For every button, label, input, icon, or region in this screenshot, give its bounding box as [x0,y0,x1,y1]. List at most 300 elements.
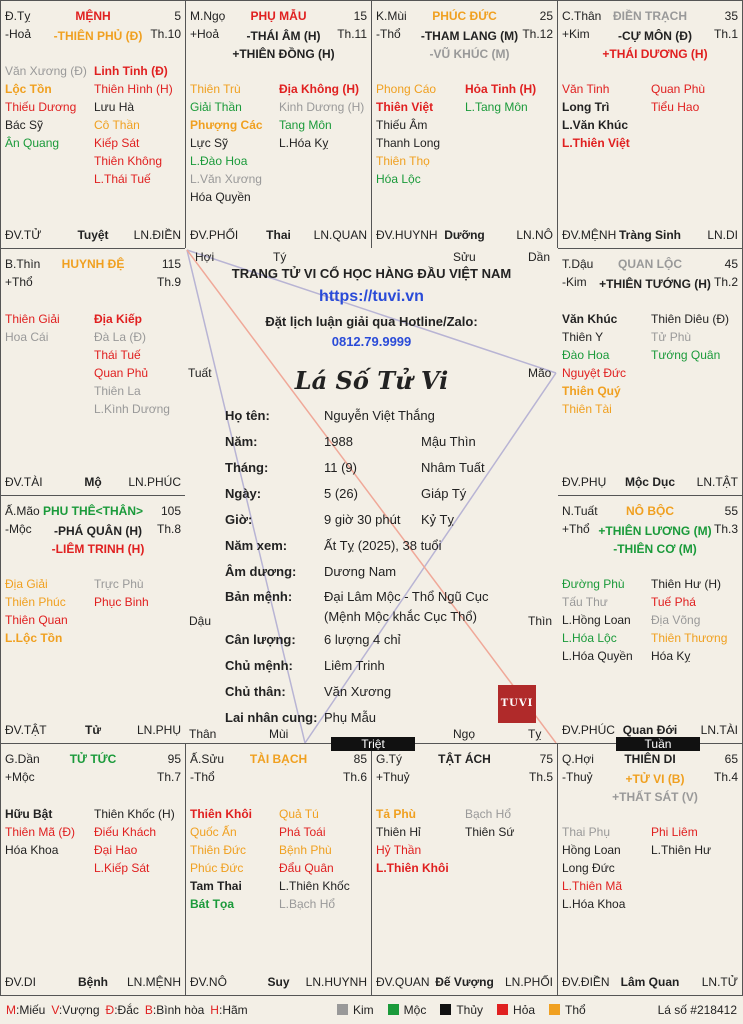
minor-star: Phá Toái [279,825,326,839]
main-star: -PHÁ QUÂN (H) [54,524,142,538]
minor-star: Địa Không (H) [279,82,359,96]
palace-dai-van: ĐV.PHÚC [562,723,615,737]
minor-star: Long Trì [562,100,610,114]
palace-luu-nien: LN.PHỐI [504,975,553,989]
palace-stem-branch: T.Dậu [562,257,594,271]
element-item [440,1003,483,1017]
minor-star: Tam Thai [190,879,242,893]
main-stars [41,522,155,558]
branch-mao: Mão [528,366,552,380]
info-label: Chủ mệnh: [225,658,293,673]
hotline-number[interactable]: 0812.79.9999 [331,334,412,349]
strength-code: B [144,1003,153,1017]
minor-star: Long Đức [562,861,615,875]
palace-thin[interactable] [0,248,186,496]
minor-star: Tiểu Hao [651,100,700,114]
strength-label: Bình hòa [156,1003,205,1017]
info-label: Lai nhân cung: [225,710,318,725]
palace-dan[interactable] [0,743,186,996]
palace-element: -Thuỷ [562,770,593,784]
palace-ty2[interactable] [371,743,558,996]
palace-element: +Thuỷ [376,770,410,784]
minor-star: Hữu Bật [5,807,53,821]
palace-dai-van: ĐV.ĐIỀN [562,975,610,989]
palace-ngo[interactable] [185,0,372,249]
info-value: Ất Tỵ (2025), 38 tuổi [324,538,442,553]
palace-stem-branch: Đ.Tỵ [5,9,31,23]
palace-element: -Kim [562,275,587,289]
strength-code: M [6,1003,16,1017]
palace-dai-van: ĐV.QUAN [376,975,430,989]
palace-dai-van: ĐV.TẬT [5,723,47,737]
minor-stars-right [94,575,149,611]
strength-item: H:Hãm [210,1003,248,1017]
info-value: 6 lượng 4 chỉ [324,632,401,647]
palace-tuat[interactable] [557,495,743,744]
info-value: (Mệnh Mộc khắc Cục Thổ) [324,609,477,624]
element-item [497,1003,535,1017]
element-legend [337,1003,600,1017]
element-label: Kim [353,1003,374,1017]
minor-star: Quả Tú [279,807,319,821]
minor-stars-left [562,823,625,913]
tuan-marker: Tuần [616,737,700,751]
minor-star: Tử Phù [651,330,692,344]
strength-legend [6,1003,254,1017]
tuvi-seal-icon [498,685,536,723]
minor-star: Đà La (Đ) [94,330,147,344]
palace-dau[interactable] [557,248,743,496]
palace-stem-branch: K.Mùi [376,9,407,23]
palace-life-stage: Tử [84,723,102,737]
minor-star: Lực Sỹ [190,136,229,150]
minor-star: Thiên Khốc (H) [94,807,175,821]
minor-star: L.Hóa Lộc [562,631,617,645]
minor-star: Thiên Diêu (Đ) [651,312,730,326]
minor-star: Tướng Quân [651,348,721,362]
info-value-secondary: Mậu Thìn [421,434,476,449]
minor-stars-right [465,805,514,841]
minor-stars-right [94,805,175,877]
strength-label: Vượng [62,1003,100,1017]
info-row [225,512,548,532]
legend-bar [0,996,743,1024]
minor-star: Văn Tinh [562,82,610,96]
branch-suu: Sửu [453,250,476,264]
strength-label: Hãm [222,1003,248,1017]
minor-star: Đường Phù [562,577,625,591]
minor-star: Thiên Khôi [190,807,252,821]
palace-stem-branch: M.Ngọ [190,9,226,23]
minor-star: Giải Thần [190,100,242,114]
info-label: Họ tên: [225,408,270,423]
minor-star: Địa Kiếp [94,312,143,326]
palace-dai-van: ĐV.TÀI [5,475,43,489]
minor-star: Bác Sỹ [5,118,44,132]
minor-star: Phục Binh [94,595,149,609]
minor-star: Phong Cáo [376,82,437,96]
minor-star: Thiên Y [562,330,604,344]
minor-star: Tang Môn [279,118,332,132]
info-value: Phụ Mẫu [324,710,377,725]
palace-month: Th.1 [713,27,738,41]
info-row [225,434,548,454]
branch-mui: Mùi [269,727,289,741]
palace-stem-branch: Ấ.Mão [5,504,40,518]
palace-stem-branch: C.Thân [562,9,602,23]
branch-than: Thân [189,727,217,741]
info-label: Âm dương: [225,564,297,579]
palace-age: 45 [724,257,738,271]
palace-luu-nien: LN.TỬ [701,975,738,989]
main-star: +THÁI DƯƠNG (H) [602,47,708,61]
strength-item: B:Bình hòa [144,1003,205,1017]
palace-luu-nien: LN.TÀI [700,723,738,737]
minor-star: Thiên Mã (Đ) [5,825,76,839]
info-row [225,658,548,678]
minor-star: Thiên Đức [190,843,247,857]
triet-marker: Triệt [331,737,415,751]
palace-dai-van: ĐV.DI [5,975,36,989]
palace-than[interactable] [557,0,743,249]
minor-stars-left [5,805,75,859]
main-star: -THIÊN CƠ (M) [613,542,697,556]
minor-stars-right [94,310,170,418]
minor-star: L.Đào Hoa [190,154,248,168]
minor-star: Kiếp Sát [94,136,140,150]
minor-star: Nguyệt Đức [562,366,627,380]
info-row [225,609,548,629]
info-label: Cân lượng: [225,632,296,647]
minor-star: Đào Hoa [562,348,610,362]
minor-star: Hóa Lộc [376,172,421,186]
main-star: +THIÊN TƯỚNG (H) [599,277,711,291]
minor-stars-right [651,575,727,665]
minor-star: Thiên Tài [562,402,612,416]
strength-item: M:Miếu [6,1003,46,1017]
palace-name: TÀI BẠCH [249,752,308,766]
minor-star: Phúc Đức [190,861,244,875]
minor-star: Lưu Hà [94,100,135,114]
palace-life-stage: Lâm Quan [620,975,680,989]
palace-mui[interactable] [371,0,558,249]
palace-dai-van: ĐV.MỆNH [562,228,617,242]
main-star: -THIÊN PHỦ (Đ) [53,29,143,43]
palace-element: -Thổ [190,770,215,784]
main-star: -VŨ KHÚC (M) [429,47,510,61]
main-star: +THẤT SÁT (V) [612,790,698,804]
element-label: Hỏa [513,1003,536,1017]
info-row [225,460,548,480]
info-row [225,486,548,506]
minor-star: Phi Liêm [651,825,698,839]
palace-luu-nien: LN.MỆNH [126,975,181,989]
minor-star: Hóa Kỵ [651,649,691,663]
palace-name: NÔ BỘC [626,504,674,518]
minor-star: Thiên Hư (H) [651,577,722,591]
minor-star: Hoa Cái [5,330,49,344]
palace-life-stage: Tràng Sinh [618,228,681,242]
palace-age: 15 [353,9,367,23]
palace-dai-van: ĐV.PHỤ [562,475,607,489]
minor-star: Bệnh Phù [279,843,332,857]
info-value-secondary: Giáp Tý [421,486,467,501]
info-row [225,408,548,428]
minor-star: Kinh Dương (H) [279,100,365,114]
palace-month: Th.10 [150,27,181,41]
palace-element: -Hoả [5,27,32,41]
minor-star: Trực Phù [94,577,144,591]
palace-month: Th.5 [528,770,553,784]
palace-age: 5 [174,9,181,23]
palace-age: 95 [167,752,181,766]
minor-stars-left [190,805,252,913]
info-value: 5 (26) [324,486,358,501]
branch-dau: Dậu [189,614,212,628]
palace-month: Th.12 [522,27,553,41]
element-swatch-icon [388,1004,399,1015]
minor-stars-right [651,310,729,364]
info-label: Bản mệnh: [225,589,293,604]
palace-stem-branch: G.Tý [376,752,402,766]
minor-star: Hóa Khoa [5,843,59,857]
palace-luu-nien: LN.QUAN [313,228,367,242]
palace-age: 35 [724,9,738,23]
palace-name: TẬT ÁCH [438,752,491,766]
main-stars [598,275,712,293]
minor-star: L.Kiếp Sát [94,861,150,875]
info-value-secondary: Kỷ Tỵ [421,512,454,527]
info-label: Năm: [225,434,258,449]
strength-code: V [51,1003,59,1017]
minor-stars-left [5,575,68,647]
minor-stars-left [5,310,60,346]
palace-luu-nien: LN.PHỤ [136,723,181,737]
minor-star: Thai Phụ [562,825,611,839]
minor-stars-left [562,310,626,418]
palace-stem-branch: Q.Hợi [562,752,594,766]
info-label: Năm xem: [225,538,288,553]
minor-stars-left [562,575,633,665]
palace-suu[interactable] [185,743,372,996]
main-star: +TỬ VI (B) [625,772,685,786]
palace-life-stage: Quan Đới [622,723,678,737]
info-value-secondary: Nhâm Tuất [421,460,485,475]
palace-stem-branch: N.Tuất [562,504,598,518]
minor-star: L.Bạch Hổ [279,897,336,911]
minor-stars-right [94,62,173,188]
info-label: Tháng: [225,460,269,475]
minor-star: Thiên Trù [190,82,241,96]
chart-heading: Lá Số Tử Vi [294,366,449,395]
palace-luu-nien: LN.DI [707,228,738,242]
minor-star: Đẩu Quân [279,861,334,875]
main-star: -THAM LANG (M) [420,29,519,43]
info-label: Ngày: [225,486,262,501]
chart-id: Lá số #218412 [657,1003,737,1017]
palace-name: TỬ TỨC [69,752,117,766]
minor-star: L.Thiên Việt [562,136,630,150]
minor-star: L.Thiên Mã [562,879,623,893]
hotline-label: Đặt lịch luận giải qua Hotline/Zalo: [265,314,478,329]
minor-star: Thiên Phúc [5,595,66,609]
palace-life-stage: Suy [267,975,290,989]
element-swatch-icon [497,1004,508,1015]
palace-dai-van: ĐV.HUYNH [376,228,438,242]
palace-name: MỆNH [75,9,111,23]
minor-star: Quan Phù [651,82,706,96]
minor-star: Đại Hao [94,843,138,857]
palace-name: QUAN LỘC [618,257,682,271]
minor-star: Phượng Các [190,118,263,132]
strength-label: Miếu [19,1003,46,1017]
palace-dai-van: ĐV.PHỐI [190,228,239,242]
palace-luu-nien: LN.ĐIỀN [133,228,181,242]
element-label: Thủy [456,1003,484,1017]
info-row [225,632,548,652]
minor-star: Thanh Long [376,136,441,150]
palace-luu-nien: LN.TẬT [696,475,738,489]
info-row [225,589,548,609]
main-stars [598,522,712,558]
main-star: -CỰ MÔN (Đ) [618,29,692,43]
palace-stem-branch: Ấ.Sửu [190,752,225,766]
palace-name: PHÚC ĐỨC [432,9,497,23]
minor-star: Tuế Phá [651,595,696,609]
minor-star: L.Thiên Khôi [376,861,449,875]
minor-star: L.Hóa Khoa [562,897,626,911]
minor-star: L.Thiên Khốc [279,879,350,893]
palace-ty[interactable] [0,0,186,249]
element-swatch-icon [549,1004,560,1015]
minor-star: L.Hóa Kỵ [279,136,329,150]
strength-label: Đắc [117,1003,139,1017]
element-swatch-icon [440,1004,451,1015]
main-star: +THIÊN ĐỒNG (H) [232,47,335,61]
minor-star: Thiếu Âm [376,118,428,132]
palace-month: Th.6 [342,770,367,784]
palace-dai-van: ĐV.TỬ [5,228,42,242]
minor-star: L.Hóa Quyền [562,649,633,663]
info-value: Dương Nam [324,564,397,579]
palace-month: Th.4 [713,770,738,784]
palace-age: 75 [539,752,553,766]
palace-name: THIÊN DI [624,752,676,766]
main-stars [598,770,712,806]
minor-star: Thiên Hỉ [376,825,421,839]
palace-month: Th.8 [156,522,181,536]
palace-month: Th.2 [713,275,738,289]
minor-star: Thiếu Dương [5,100,77,114]
minor-star: Quan Phủ [94,366,149,380]
minor-star: Hồng Loan [562,843,621,857]
palace-element: +Hoả [190,27,220,41]
main-stars [41,27,155,45]
minor-star: Hỏa Tinh (H) [465,82,537,96]
site-url-link[interactable]: https://tuvi.vn [319,288,424,305]
minor-stars-left [376,805,449,877]
main-stars [226,27,341,63]
element-item [549,1003,586,1017]
palace-element: -Thổ [376,27,401,41]
minor-star: L.Thái Tuế [94,172,151,186]
info-row [225,538,548,558]
palace-name: ĐIỀN TRẠCH [613,9,687,23]
minor-star: Thái Tuế [94,348,141,362]
minor-star: Thiên Sứ [465,825,515,839]
minor-star: Thiên Hình (H) [94,82,173,96]
element-item [388,1003,427,1017]
info-row [225,564,548,584]
info-value: Đại Lâm Mộc - Thổ Ngũ Cục [324,589,489,604]
palace-element: +Kim [562,27,590,41]
minor-star: Hóa Quyền [190,190,251,204]
minor-star: Tấu Thư [562,595,608,609]
branch-dan: Dần [528,250,551,264]
palace-element: +Thổ [562,522,590,536]
palace-mao[interactable] [0,495,186,744]
minor-star: Cô Thần [94,118,140,132]
branch-ngo: Ngọ [453,727,476,741]
palace-element: -Mộc [5,522,32,536]
minor-star: Địa Giải [5,577,48,591]
strength-code: H [210,1003,219,1017]
palace-stem-branch: B.Thìn [5,257,41,271]
minor-star: L.Hồng Loan [562,613,631,627]
strength-code: Đ [105,1003,115,1017]
info-value: 1988 [324,434,353,449]
element-swatch-icon [337,1004,348,1015]
minor-star: Bạch Hổ [465,807,512,821]
palace-hoi[interactable] [557,743,743,996]
minor-star: Thiên Thọ [376,154,430,168]
minor-star: L.Kình Dương [94,402,170,416]
palace-life-stage: Mộ [84,475,102,489]
site-title: TRANG TỬ VI CỔ HỌC HÀNG ĐẦU VIỆT NAM [231,266,512,281]
minor-star: Thiên Việt [376,100,434,114]
minor-star: Linh Tinh (Đ) [94,64,168,78]
strength-item: Đ:Đắc [105,1003,139,1017]
palace-life-stage: Dưỡng [444,228,485,242]
element-item [337,1003,374,1017]
minor-star: L.Văn Khúc [562,118,629,132]
main-stars [598,27,712,63]
palace-element: +Thổ [5,275,33,289]
minor-star: Thiên Thương [651,631,728,645]
palace-month: Th.7 [156,770,181,784]
minor-star: Thiên Quan [5,613,68,627]
palace-age: 55 [724,504,738,518]
palace-age: 65 [724,752,738,766]
minor-star: Quốc Ấn [190,825,237,839]
info-label: Chủ thân: [225,684,286,699]
palace-dai-van: ĐV.NÔ [190,975,227,989]
minor-star: Ân Quang [5,136,60,150]
palace-age: 115 [161,257,181,271]
palace-life-stage: Tuyệt [77,228,109,242]
branch-ty-2: Tỵ [528,727,542,741]
minor-star: Hỷ Thần [376,843,422,857]
main-star: -THÁI ÂM (H) [246,29,321,43]
minor-star: L.Tang Môn [465,100,528,114]
minor-star: L.Lộc Tồn [5,631,63,645]
palace-name: HUYNH ĐỆ [61,257,125,271]
branch-ty: Tý [273,250,287,264]
info-value: Văn Xương [324,684,392,699]
element-label: Mộc [403,1003,427,1017]
palace-stem-branch: G.Dần [5,752,40,766]
strength-item: V:Vượng [51,1003,100,1017]
